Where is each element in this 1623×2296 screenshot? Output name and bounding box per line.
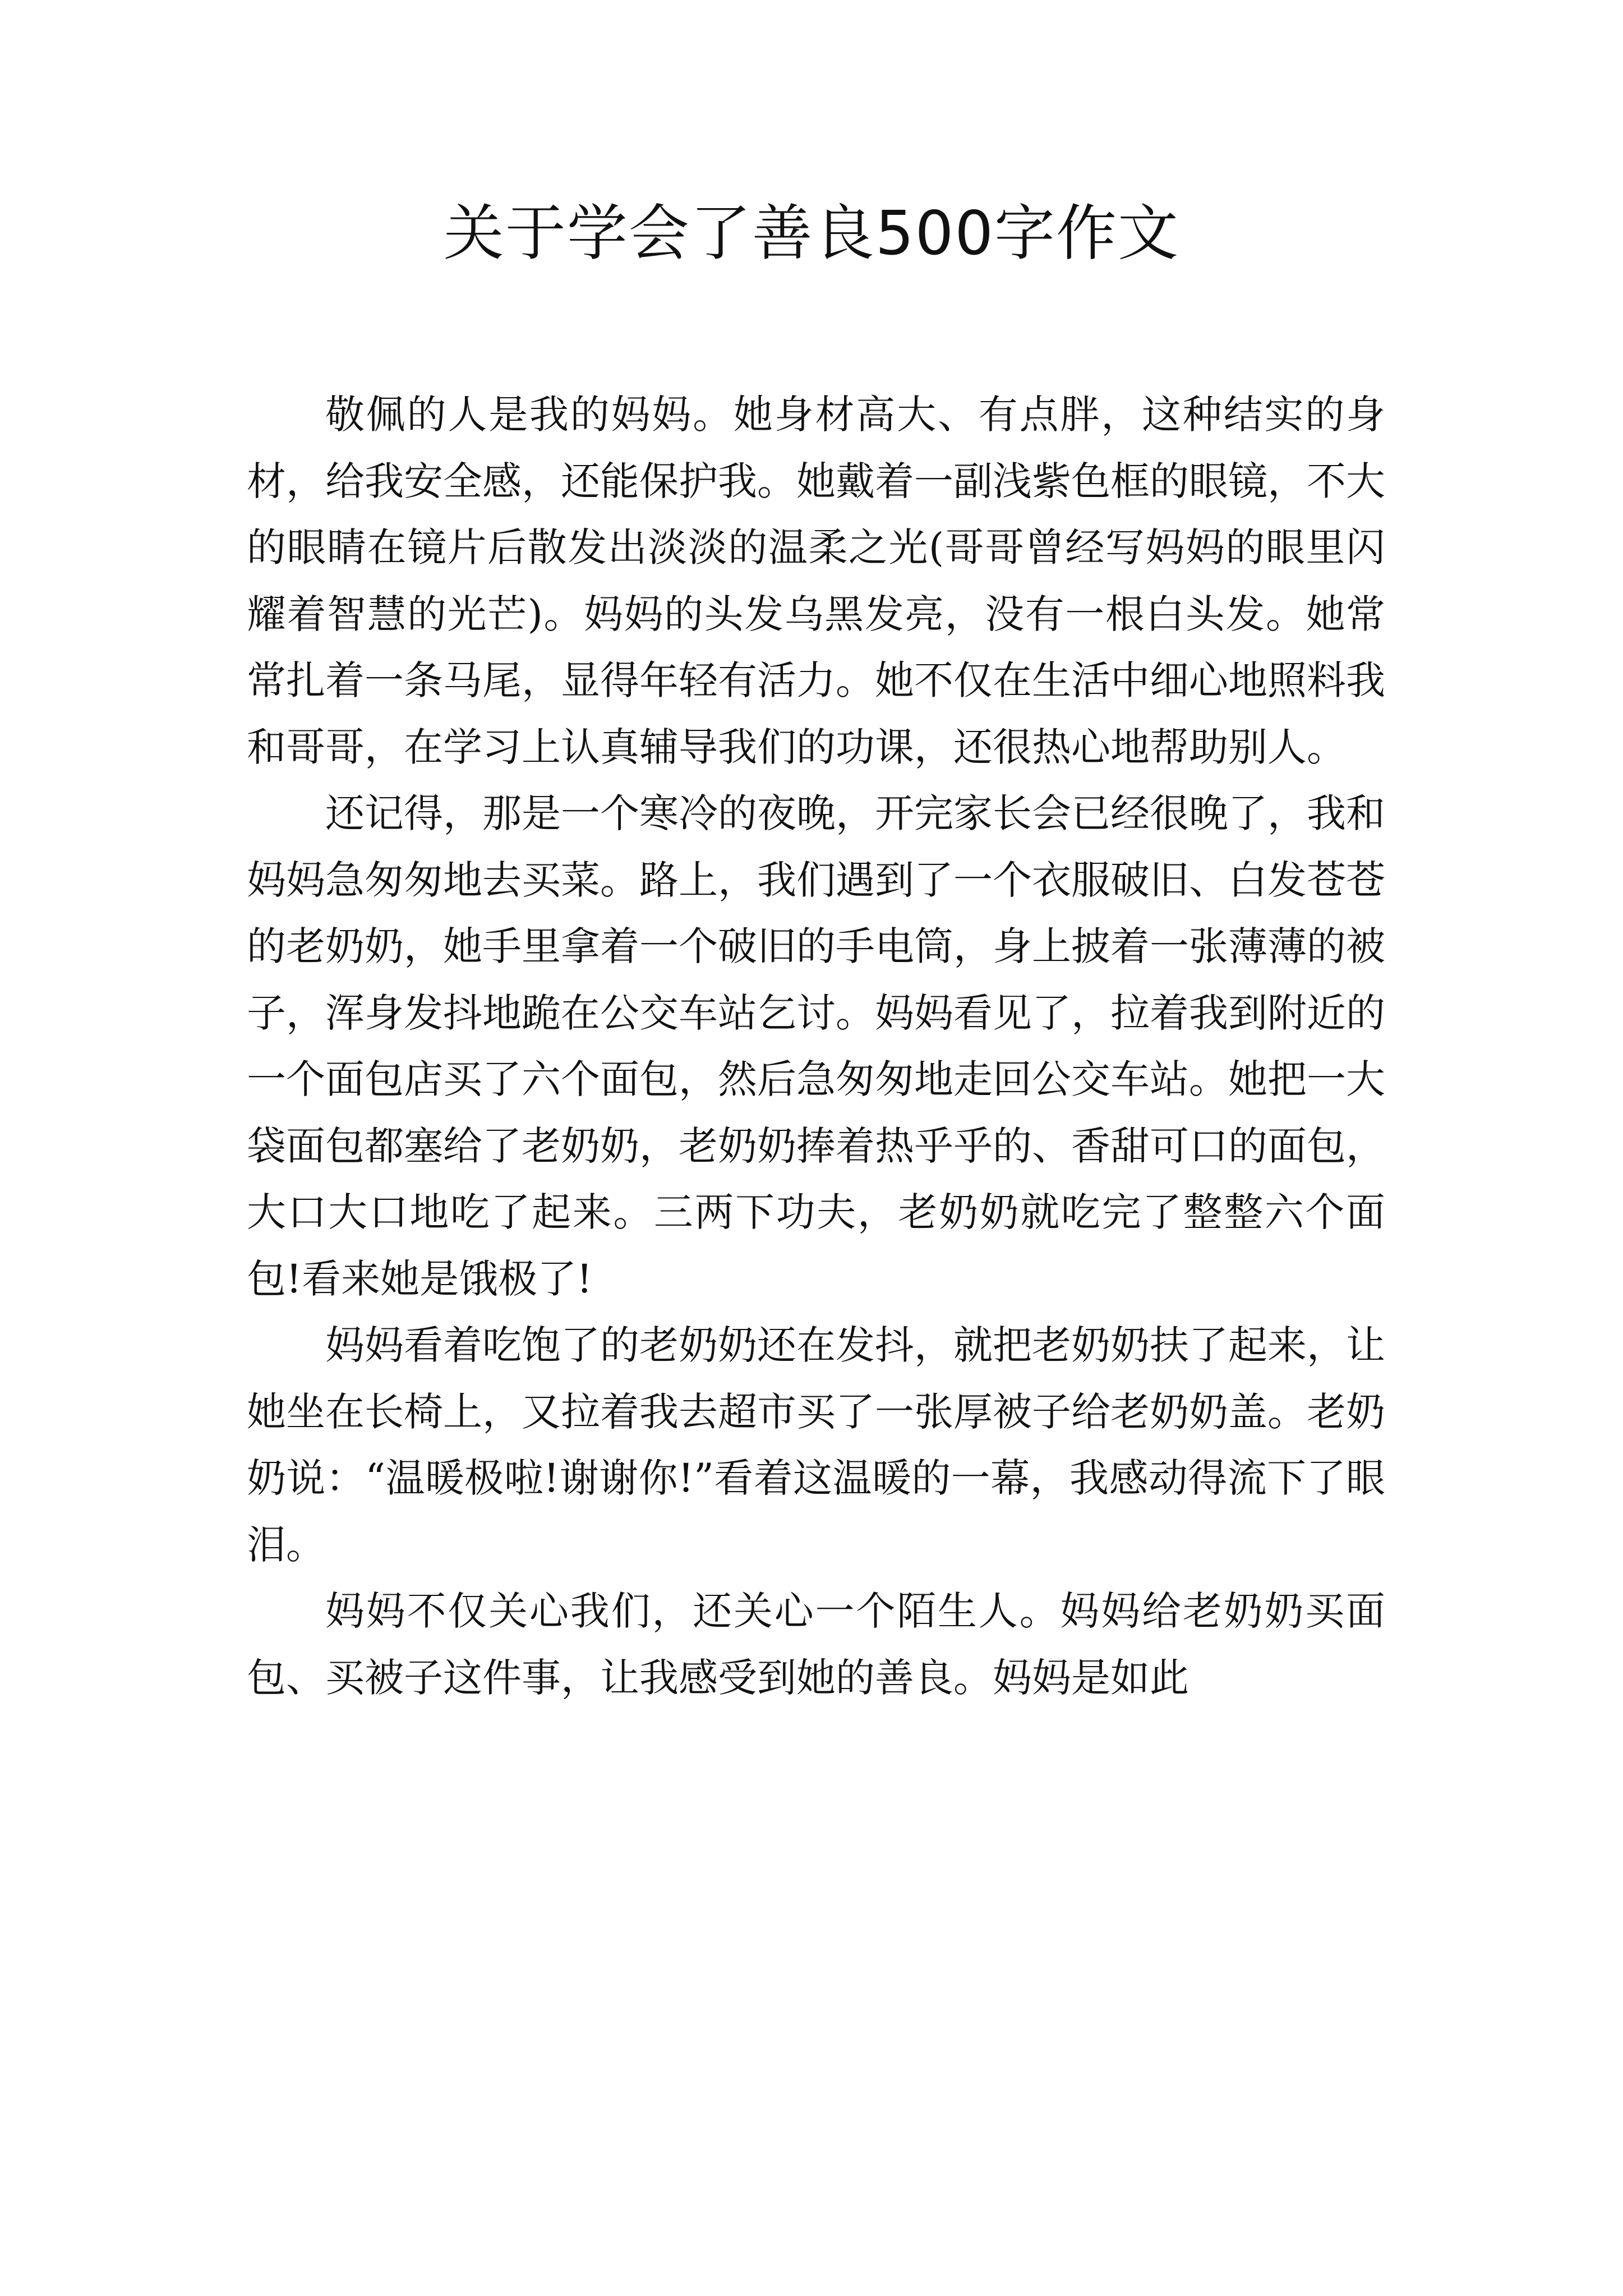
paragraph-1: 敬佩的人是我的妈妈。她身材高大、有点胖，这种结实的身材，给我安全感，还能保护我。她戴着一副浅紫色框的眼镜，不大的眼睛在镜片后散发出淡淡的温柔之光(哥哥曾经写妈妈的眼里闪耀着智慧的光芒)。妈妈的头发乌黑发亮，没有一根白头发。她常常扎着一条马尾，显得年轻有活力。她不仅在生活中细心地照料我和哥哥，在学习上认真辅导我们的功课，还很热心地帮助别人。 [247,392,1385,770]
document-title: 关于学会了善良500字作文 [443,199,1180,269]
paragraph-3: 妈妈看着吃饱了的老奶奶还在发抖，就把老奶奶扶了起来，让她坐在长椅上，又拉着我去超市买了一张厚被子给老奶奶盖。老奶奶说：“温暖极啦!谢谢你!”看着这温暖的一幕，我感动得流下了眼泪。 [247,1322,1385,1568]
paragraph-4: 妈妈不仅关心我们，还关心一个陌生人。妈妈给老奶奶买面包、买被子这件事，让我感受到她的善良。妈妈是如此 [247,1588,1385,1701]
paragraph-2: 还记得，那是一个寒冷的夜晚，开完家长会已经很晚了，我和妈妈急匆匆地去买菜。路上，我们遇到了一个衣服破旧、白发苍苍的老奶奶，她手里拿着一个破旧的手电筒，身上披着一张薄薄的被子，浑身发抖地跪在公交车站乞讨。妈妈看见了，拉着我到附近的一个面包店买了六个面包，然后急匆匆地走回公交车站。她把一大袋面包都塞给了老奶奶，老奶奶捧着热乎乎的、香甜可口的面包，大口大口地吃了起来。三两下功夫，老奶奶就吃完了整整六个面包!看来她是饿极了! [247,790,1385,1302]
document-body [247,381,1385,1711]
